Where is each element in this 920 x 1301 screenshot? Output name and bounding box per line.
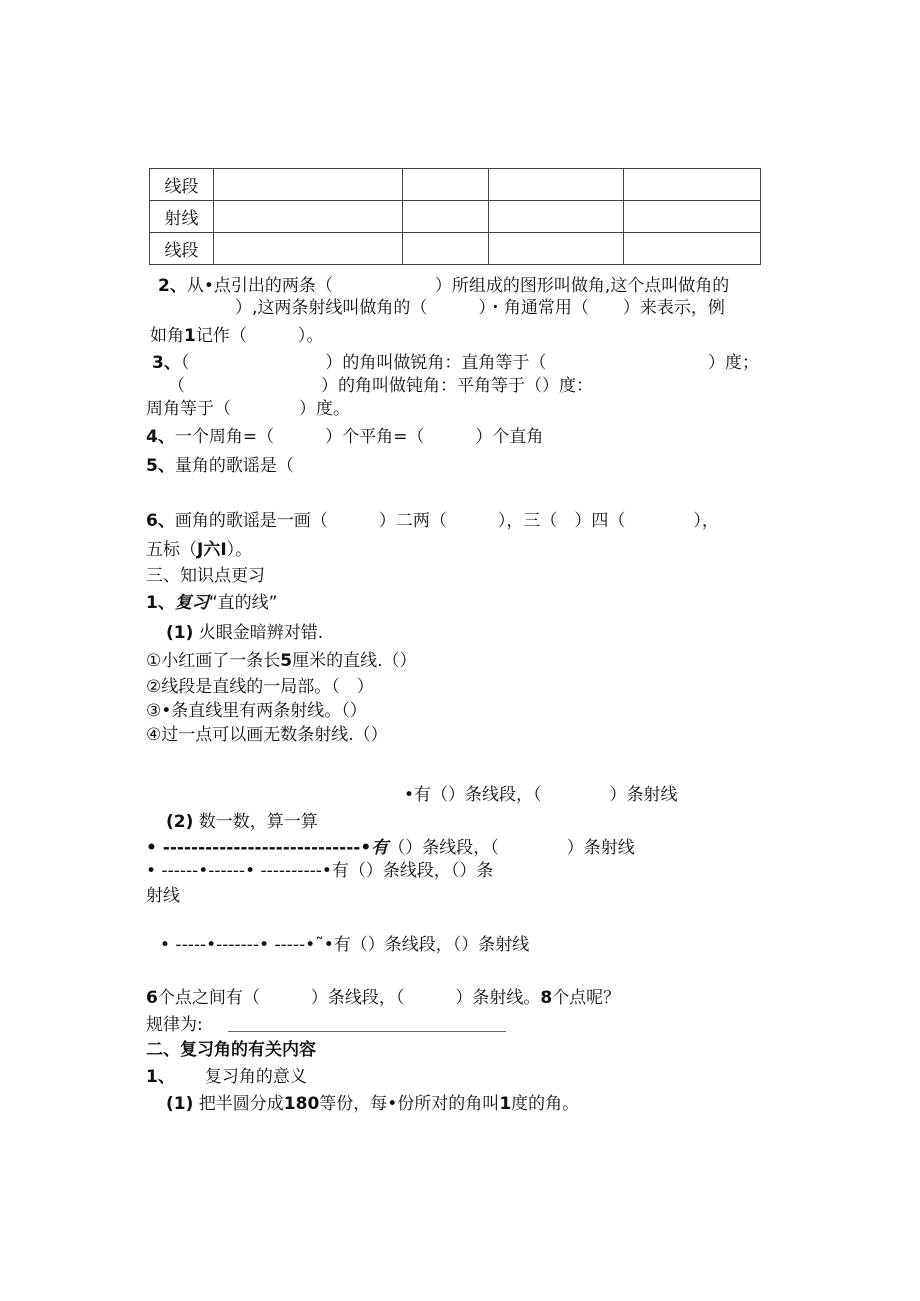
table-row	[150, 233, 761, 265]
q6-line1: 6、画角的歌谣是一画（ ）二两（ ），三（ ）四（ ），	[146, 511, 719, 531]
section-2-title: 二、复习角的有关内容	[146, 1040, 316, 1060]
q2-line1: 2、从•点引出的两条（ ）所组成的图形叫做角,这个点叫做角的	[158, 276, 730, 296]
list-item: ③•条直线里有两条射线。（）	[146, 701, 367, 721]
q3-line1: 3、（ ）的角叫做锐角：直角等于（	[152, 353, 547, 373]
segment-line-b-tail: 射线	[146, 886, 180, 906]
segment-line-a: • ----------------------------•有（）条线段，（ ）条射线	[146, 838, 635, 858]
q3-line1-tail: ）度；	[708, 353, 759, 373]
list-item: ①小红画了一条长5厘米的直线.（）	[146, 651, 417, 671]
row-label: 线段	[150, 233, 214, 265]
rule-answer-line	[228, 1031, 506, 1032]
q3-line3: 周角等于（ ）度。	[146, 399, 350, 419]
table-row	[150, 201, 761, 233]
subsection-2-1: 1、 复习角的意义	[146, 1067, 307, 1087]
q4-line: 4、一个周角=（ ）个平角=（ ）个直角	[146, 427, 544, 447]
line-types-table	[149, 168, 761, 265]
row-label: 线段	[150, 169, 214, 201]
table-row	[150, 169, 761, 201]
subsection-1-title: 1、复习“直的线”	[146, 593, 278, 613]
part-c-line: (1) 把半圆分成180等份，每•份所对的角叫1度的角。	[166, 1094, 580, 1114]
q6-line2: 五标（J六I）。	[146, 540, 253, 560]
q2-line2: ）,这两条射线叫做角的（ ）・角通常用（ ）来表示，例	[235, 298, 725, 318]
part-2-heading: (2) 数一数，算一算	[166, 812, 318, 832]
six-points-question: 6个点之间有（ ）条线段，（ ）条射线。8个点呢？	[146, 988, 621, 1008]
list-item: ②线段是直线的一局部。（ ）	[146, 677, 374, 697]
q2-line3: 如角1记作（ ）。	[150, 326, 324, 346]
segment-line-b: • ------•------• ----------•有（）条线段，（）条	[146, 861, 494, 881]
list-item: ④过一点可以画无数条射线.（）	[146, 725, 388, 745]
rule-label: 规律为:	[146, 1015, 203, 1035]
part-1-heading: (1) 火眼金暗辨对错.	[166, 623, 324, 643]
count-line-1: •有（）条线段，（ ）条射线	[404, 785, 678, 805]
segment-line-c: • -----•-------• -----•˜•有（）条线段，（）条射线	[160, 935, 530, 955]
q5-line: 5、量角的歌谣是（	[146, 456, 294, 476]
section-3-title: 三、知识点更习	[146, 566, 265, 586]
q3-line2: （ ）的角叫做钝角：平角等于（）度：	[168, 376, 593, 396]
row-label: 射线	[150, 201, 214, 233]
